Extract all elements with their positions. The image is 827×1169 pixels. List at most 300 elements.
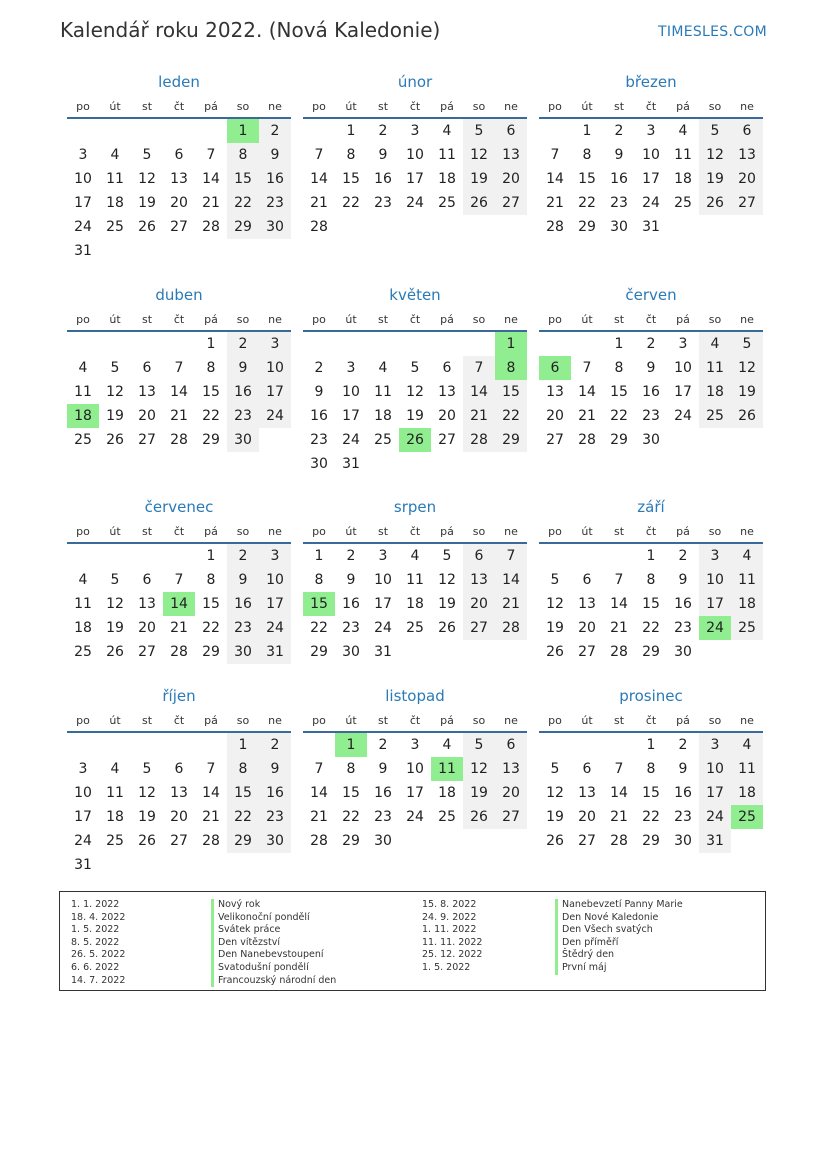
day-cell: 14 [610, 785, 628, 801]
empty-cell [99, 544, 131, 568]
day-cell: 31 [74, 243, 92, 259]
month-2 [303, 72, 527, 239]
day-cell: 4 [78, 360, 88, 376]
day-cell: 28 [202, 833, 220, 849]
day-cell: 16 [374, 171, 392, 187]
day-cell: 2 [227, 544, 259, 568]
day-cell: 6 [174, 147, 184, 163]
legend-date: 11. 11. 2022 [422, 936, 483, 948]
weekday-header: so [463, 96, 495, 119]
day-cell: 17 [74, 809, 92, 825]
day-cell: 9 [346, 572, 356, 588]
empty-cell [227, 853, 259, 877]
legend-names-right [555, 899, 683, 975]
empty-cell [227, 239, 259, 263]
weekday-header: čt [635, 309, 667, 332]
month-4 [67, 285, 291, 452]
day-cell: 19 [546, 620, 564, 636]
day-cell: 16 [674, 785, 692, 801]
day-cell: 10 [259, 356, 291, 380]
day-cell: 5 [731, 332, 763, 356]
day-cell: 21 [546, 195, 564, 211]
day-cell: 27 [578, 833, 596, 849]
day-cell: 16 [259, 167, 291, 191]
day-cell: 27 [578, 644, 596, 660]
day-cell: 17 [74, 195, 92, 211]
weekday-header: pá [667, 521, 699, 544]
empty-cell [571, 544, 603, 568]
day-cell: 26 [546, 833, 564, 849]
empty-cell [463, 640, 495, 664]
day-cell: 28 [310, 833, 328, 849]
day-cell: 12 [138, 171, 156, 187]
legend-dates-right [422, 899, 482, 975]
day-cell: 5 [142, 761, 152, 777]
day-cell: 9 [227, 356, 259, 380]
day-cell: 16 [674, 596, 692, 612]
month-grid [67, 96, 291, 263]
day-cell: 18 [406, 596, 424, 612]
day-cell: 11 [74, 384, 92, 400]
empty-cell [163, 733, 195, 757]
empty-cell [495, 829, 527, 853]
day-cell: 19 [546, 809, 564, 825]
day-cell: 14 [202, 785, 220, 801]
weekday-header: ne [259, 521, 291, 544]
day-cell: 20 [546, 408, 564, 424]
day-cell: 7 [206, 147, 216, 163]
day-cell: 25 [406, 620, 424, 636]
day-cell: 24 [642, 195, 660, 211]
day-cell: 27 [170, 219, 188, 235]
legend-holiday-name: První máj [555, 962, 683, 975]
day-cell: 14 [495, 568, 527, 592]
day-cell: 6 [539, 356, 571, 380]
legend-date: 1. 11. 2022 [422, 924, 477, 936]
day-cell: 1 [314, 548, 324, 564]
legend-holiday-name: Velikonoční pondělí [211, 912, 336, 925]
day-cell: 23 [259, 191, 291, 215]
day-cell: 14 [170, 384, 188, 400]
day-cell: 7 [206, 761, 216, 777]
day-cell: 18 [374, 408, 392, 424]
day-cell: 7 [314, 761, 324, 777]
day-cell: 13 [546, 384, 564, 400]
day-cell: 31 [699, 829, 731, 853]
empty-cell [163, 119, 195, 143]
weekday-header: so [227, 309, 259, 332]
weekday-header: ne [495, 96, 527, 119]
empty-cell [131, 544, 163, 568]
empty-cell [195, 733, 227, 757]
day-cell: 1 [227, 119, 259, 143]
day-cell: 30 [259, 829, 291, 853]
day-cell: 12 [463, 143, 495, 167]
empty-cell [731, 640, 763, 664]
day-cell: 15 [578, 171, 596, 187]
day-cell: 4 [442, 737, 452, 753]
month-8 [303, 497, 527, 664]
day-cell: 20 [170, 809, 188, 825]
day-cell: 23 [342, 620, 360, 636]
day-cell: 12 [731, 356, 763, 380]
month-name: říjen [162, 687, 196, 705]
day-cell: 12 [699, 143, 731, 167]
weekday-header: pá [195, 521, 227, 544]
day-cell: 12 [546, 596, 564, 612]
day-cell: 15 [495, 380, 527, 404]
day-cell: 20 [170, 195, 188, 211]
day-cell: 20 [138, 620, 156, 636]
empty-cell [99, 733, 131, 757]
weekday-header: út [99, 710, 131, 733]
day-cell: 12 [438, 572, 456, 588]
weekday-header: čt [399, 710, 431, 733]
weekday-header: ne [495, 309, 527, 332]
weekday-header: po [303, 309, 335, 332]
day-cell: 8 [206, 572, 216, 588]
weekday-header: po [303, 521, 335, 544]
day-cell: 15 [227, 167, 259, 191]
day-cell: 23 [227, 616, 259, 640]
day-cell: 6 [442, 360, 452, 376]
weekday-header: so [227, 710, 259, 733]
day-cell: 17 [259, 592, 291, 616]
day-cell: 26 [106, 644, 124, 660]
day-cell: 11 [431, 757, 463, 781]
day-cell: 26 [106, 432, 124, 448]
weekday-header: út [99, 96, 131, 119]
day-cell: 17 [406, 785, 424, 801]
day-cell: 7 [463, 356, 495, 380]
day-cell: 9 [646, 360, 656, 376]
weekday-header: st [367, 96, 399, 119]
weekday-header: út [571, 710, 603, 733]
day-cell: 21 [310, 195, 328, 211]
day-cell: 1 [646, 737, 656, 753]
day-cell: 3 [646, 123, 656, 139]
day-cell: 12 [463, 757, 495, 781]
day-cell: 8 [646, 761, 656, 777]
day-cell: 4 [110, 761, 120, 777]
empty-cell [131, 239, 163, 263]
day-cell: 24 [699, 616, 731, 640]
day-cell: 29 [227, 215, 259, 239]
weekday-header: čt [635, 710, 667, 733]
day-cell: 3 [78, 147, 88, 163]
day-cell: 2 [678, 548, 688, 564]
day-cell: 8 [227, 143, 259, 167]
day-cell: 11 [374, 384, 392, 400]
day-cell: 24 [699, 805, 731, 829]
day-cell: 21 [610, 620, 628, 636]
legend-date: 1. 1. 2022 [71, 899, 120, 910]
month-grid [539, 521, 763, 664]
day-cell: 26 [731, 404, 763, 428]
day-cell: 31 [74, 857, 92, 873]
legend-holiday-name: Francouzský národní den [211, 975, 336, 988]
empty-cell [431, 640, 463, 664]
legend-holiday-name: Nanebevzetí Panny Marie [555, 899, 683, 912]
day-cell: 6 [582, 572, 592, 588]
day-cell: 5 [699, 119, 731, 143]
day-cell: 11 [699, 356, 731, 380]
empty-cell [495, 215, 527, 239]
day-cell: 10 [374, 572, 392, 588]
day-cell: 9 [314, 384, 324, 400]
month-name: červen [625, 286, 677, 304]
empty-cell [603, 733, 635, 757]
day-cell: 26 [699, 191, 731, 215]
day-cell: 12 [106, 596, 124, 612]
legend-dates-left [71, 899, 125, 987]
weekday-header: st [131, 96, 163, 119]
weekday-header: st [603, 710, 635, 733]
day-cell: 15 [642, 596, 660, 612]
day-cell: 23 [674, 809, 692, 825]
day-cell: 6 [142, 572, 152, 588]
day-cell: 14 [310, 171, 328, 187]
day-cell: 9 [378, 147, 388, 163]
weekday-header: po [67, 710, 99, 733]
day-cell: 17 [259, 380, 291, 404]
empty-cell [67, 332, 99, 356]
day-cell: 8 [582, 147, 592, 163]
day-cell: 27 [495, 191, 527, 215]
month-grid [303, 521, 527, 664]
weekday-header: čt [399, 521, 431, 544]
day-cell: 20 [731, 167, 763, 191]
day-cell: 22 [202, 408, 220, 424]
legend-date: 6. 6. 2022 [71, 961, 120, 973]
day-cell: 17 [342, 408, 360, 424]
day-cell: 28 [495, 616, 527, 640]
day-cell: 26 [399, 428, 431, 452]
day-cell: 29 [227, 829, 259, 853]
day-cell: 22 [578, 195, 596, 211]
empty-cell [399, 332, 431, 356]
day-cell: 10 [674, 360, 692, 376]
day-cell: 28 [610, 644, 628, 660]
day-cell: 18 [674, 171, 692, 187]
day-cell: 29 [202, 432, 220, 448]
day-cell: 13 [731, 143, 763, 167]
month-6 [539, 285, 763, 452]
day-cell: 7 [495, 544, 527, 568]
day-cell: 2 [346, 548, 356, 564]
day-cell: 22 [642, 809, 660, 825]
empty-cell [539, 544, 571, 568]
weekday-header: so [227, 96, 259, 119]
day-cell: 9 [678, 572, 688, 588]
day-cell: 8 [346, 147, 356, 163]
legend-date: 15. 8. 2022 [422, 899, 477, 910]
day-cell: 2 [227, 332, 259, 356]
day-cell: 31 [642, 219, 660, 235]
empty-cell [495, 452, 527, 476]
day-cell: 8 [346, 761, 356, 777]
weekday-header: čt [635, 521, 667, 544]
weekday-header: čt [163, 710, 195, 733]
day-cell: 7 [582, 360, 592, 376]
day-cell: 22 [342, 195, 360, 211]
weekday-header: pá [667, 309, 699, 332]
legend-holiday-name: Svatodušní pondělí [211, 962, 336, 975]
day-cell: 21 [202, 195, 220, 211]
day-cell: 18 [731, 592, 763, 616]
weekday-header: pá [195, 710, 227, 733]
day-cell: 30 [227, 640, 259, 664]
day-cell: 24 [259, 404, 291, 428]
day-cell: 20 [578, 809, 596, 825]
day-cell: 6 [495, 119, 527, 143]
day-cell: 30 [227, 428, 259, 452]
day-cell: 23 [227, 404, 259, 428]
day-cell: 27 [546, 432, 564, 448]
empty-cell [399, 452, 431, 476]
day-cell: 3 [678, 336, 688, 352]
day-cell: 14 [578, 384, 596, 400]
day-cell: 25 [74, 644, 92, 660]
day-cell: 14 [202, 171, 220, 187]
day-cell: 25 [74, 432, 92, 448]
day-cell: 5 [142, 147, 152, 163]
month-7 [67, 497, 291, 664]
empty-cell [163, 853, 195, 877]
legend-date: 25. 12. 2022 [422, 949, 483, 961]
day-cell: 29 [578, 219, 596, 235]
day-cell: 15 [642, 785, 660, 801]
month-1 [67, 72, 291, 263]
empty-cell [259, 853, 291, 877]
day-cell: 1 [206, 336, 216, 352]
brand-link[interactable]: TIMESLES.COM [658, 24, 767, 40]
day-cell: 1 [206, 548, 216, 564]
day-cell: 29 [495, 428, 527, 452]
day-cell: 8 [614, 360, 624, 376]
weekday-header: ne [731, 710, 763, 733]
day-cell: 8 [495, 356, 527, 380]
day-cell: 17 [406, 171, 424, 187]
day-cell: 15 [227, 781, 259, 805]
day-cell: 8 [206, 360, 216, 376]
weekday-header: po [539, 521, 571, 544]
empty-cell [367, 452, 399, 476]
weekday-header: po [303, 710, 335, 733]
day-cell: 12 [106, 384, 124, 400]
day-cell: 2 [259, 733, 291, 757]
day-cell: 6 [495, 733, 527, 757]
day-cell: 2 [259, 119, 291, 143]
day-cell: 28 [463, 428, 495, 452]
legend-holiday-name: Den vítězství [211, 937, 336, 950]
month-grid [539, 710, 763, 853]
empty-cell [131, 332, 163, 356]
weekday-header: ne [259, 710, 291, 733]
day-cell: 30 [259, 215, 291, 239]
empty-cell [259, 239, 291, 263]
day-cell: 11 [106, 171, 124, 187]
month-name: březen [625, 73, 677, 91]
day-cell: 3 [699, 733, 731, 757]
month-grid [539, 309, 763, 452]
day-cell: 26 [438, 620, 456, 636]
day-cell: 13 [170, 785, 188, 801]
weekday-header: so [699, 710, 731, 733]
empty-cell [431, 215, 463, 239]
day-cell: 18 [438, 171, 456, 187]
day-cell: 27 [731, 191, 763, 215]
day-cell: 19 [138, 195, 156, 211]
day-cell: 21 [463, 404, 495, 428]
day-cell: 7 [550, 147, 560, 163]
day-cell: 10 [74, 171, 92, 187]
legend-date: 24. 9. 2022 [422, 911, 477, 923]
day-cell: 7 [614, 761, 624, 777]
legend-holiday-name: Svátek práce [211, 924, 336, 937]
day-cell: 6 [142, 360, 152, 376]
empty-cell [163, 332, 195, 356]
day-cell: 18 [699, 380, 731, 404]
day-cell: 2 [378, 123, 388, 139]
empty-cell [667, 215, 699, 239]
day-cell: 25 [106, 833, 124, 849]
day-cell: 30 [674, 644, 692, 660]
empty-cell [367, 332, 399, 356]
legend-holiday-name: Den příměří [555, 937, 683, 950]
day-cell: 10 [406, 147, 424, 163]
weekday-header: st [603, 96, 635, 119]
day-cell: 24 [342, 432, 360, 448]
day-cell: 5 [463, 733, 495, 757]
day-cell: 4 [410, 548, 420, 564]
day-cell: 2 [378, 737, 388, 753]
legend-names-left [211, 899, 336, 987]
month-grid [539, 96, 763, 239]
empty-cell [571, 332, 603, 356]
day-cell: 10 [642, 147, 660, 163]
empty-cell [99, 332, 131, 356]
day-cell: 18 [438, 785, 456, 801]
day-cell: 19 [106, 408, 124, 424]
weekday-header: st [131, 309, 163, 332]
empty-cell [303, 332, 335, 356]
day-cell: 21 [610, 809, 628, 825]
weekday-header: st [367, 521, 399, 544]
weekday-header: ne [731, 96, 763, 119]
day-cell: 10 [342, 384, 360, 400]
day-cell: 22 [495, 404, 527, 428]
day-cell: 27 [138, 432, 156, 448]
day-cell: 25 [438, 809, 456, 825]
weekday-header: čt [399, 309, 431, 332]
day-cell: 12 [138, 785, 156, 801]
day-cell: 18 [731, 781, 763, 805]
empty-cell [539, 733, 571, 757]
weekday-header: pá [431, 710, 463, 733]
day-cell: 22 [610, 408, 628, 424]
day-cell: 10 [259, 568, 291, 592]
weekday-header: pá [195, 309, 227, 332]
empty-cell [67, 544, 99, 568]
month-name: prosinec [619, 687, 683, 705]
day-cell: 26 [463, 191, 495, 215]
weekday-header: čt [163, 96, 195, 119]
day-cell: 21 [495, 592, 527, 616]
month-grid [67, 710, 291, 877]
day-cell: 16 [259, 781, 291, 805]
day-cell: 24 [406, 195, 424, 211]
